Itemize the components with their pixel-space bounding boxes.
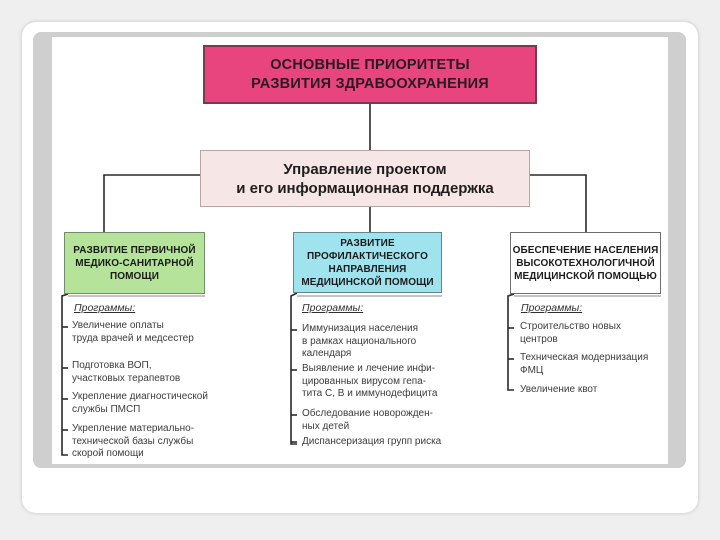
right-program-item: Увеличение квот [520,384,598,395]
left-program-item: Увеличение оплаты труда врачей и медсестер [72,320,194,344]
connector-left-bracket [62,294,68,455]
right-programs-label: Программы: [521,302,583,314]
center-program-item: Обследование новорожден- ных детей [302,408,433,432]
center-programs-label: Программы: [302,302,364,314]
right-program-item: Строительство новых центров [520,321,621,345]
left-program-item: Укрепление диагностической службы ПМСП [72,391,208,415]
connector-right-bracket [508,294,514,390]
high-tech-care-title: ОБЕСПЕЧЕНИЕ НАСЕЛЕНИЯ ВЫСОКОТЕХНОЛОГИЧНОЙ МЕДИЦИНСКОЙ ПОМОЩЬЮ [512,244,659,282]
left-program-item: Укрепление материально- технической базы службы скорой помощи [72,423,195,459]
right-program-item: Техническая модернизация ФМЦ [520,352,649,376]
connector-middle-to-left [104,175,200,232]
project-management-title: Управление проектом и его информационная поддержка [236,160,494,197]
main-priorities-box [203,45,537,104]
left-program-item: Подготовка ВОП, участковых терапевтов [72,360,181,384]
high-tech-care-box [510,232,661,294]
prevention-box [293,232,442,293]
prevention-title: РАЗВИТИЕ ПРОФИЛАКТИЧЕСКОГО НАПРАВЛЕНИЯ МЕДИЦИНСКОЙ ПОМОЩИ [301,237,434,288]
connector-middle-to-right [530,175,586,232]
primary-care-box [64,232,205,294]
left-programs-label: Программы: [74,302,136,314]
center-program-item: Диспансеризация групп риска [302,436,442,447]
center-program-item: Иммунизация населения в рамках национального календаря [302,323,419,359]
project-management-box [200,150,530,207]
main-priorities-title: ОСНОВНЫЕ ПРИОРИТЕТЫ РАЗВИТИЯ ЗДРАВООХРАНЕНИЯ [251,56,489,92]
center-program-item: Выявление и лечение инфи- цированных вирусом гепа- тита С, В и иммунодефицита [302,363,438,399]
connector-center-bracket [291,293,297,444]
primary-care-title: РАЗВИТИЕ ПЕРВИЧНОЙ МЕДИКО-САНИТАРНОЙ ПОМОЩИ [73,244,196,282]
